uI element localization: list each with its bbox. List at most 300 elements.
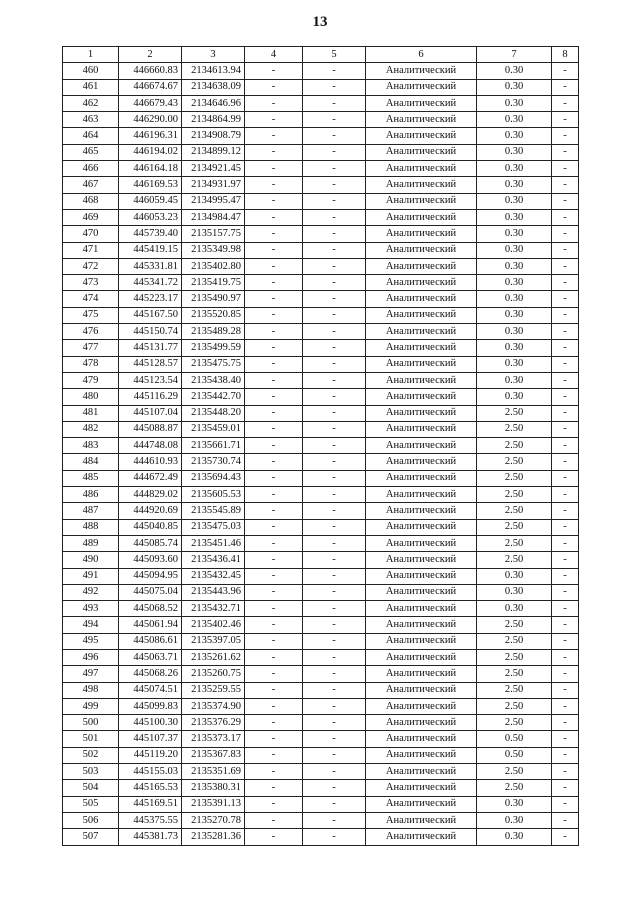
method-cell: Аналитический <box>366 128 477 144</box>
accuracy-cell: 0.50 <box>477 747 552 763</box>
y-coordinate-cell: 2135443.96 <box>182 584 245 600</box>
method-cell: Аналитический <box>366 503 477 519</box>
table-row <box>63 307 579 323</box>
col8-cell: - <box>552 601 579 617</box>
table-row <box>63 421 579 437</box>
col4-cell: - <box>245 715 303 731</box>
col4-cell: - <box>245 487 303 503</box>
col8-cell: - <box>552 764 579 780</box>
col5-cell: - <box>303 649 366 665</box>
point-number-cell: 460 <box>63 63 119 79</box>
col5-cell: - <box>303 112 366 128</box>
method-cell: Аналитический <box>366 747 477 763</box>
table-row <box>63 780 579 796</box>
col8-cell: - <box>552 421 579 437</box>
point-number-cell: 493 <box>63 601 119 617</box>
x-coordinate-cell: 444748.08 <box>119 438 182 454</box>
col4-cell: - <box>245 698 303 714</box>
point-number-cell: 500 <box>63 715 119 731</box>
column-header: 2 <box>119 47 182 63</box>
col5-cell: - <box>303 764 366 780</box>
point-number-cell: 503 <box>63 764 119 780</box>
method-cell: Аналитический <box>366 535 477 551</box>
x-coordinate-cell: 445085.74 <box>119 535 182 551</box>
col5-cell: - <box>303 698 366 714</box>
accuracy-cell: 0.30 <box>477 128 552 144</box>
accuracy-cell: 0.30 <box>477 601 552 617</box>
col5-cell: - <box>303 829 366 845</box>
x-coordinate-cell: 445381.73 <box>119 829 182 845</box>
y-coordinate-cell: 2134613.94 <box>182 63 245 79</box>
col4-cell: - <box>245 682 303 698</box>
table-row <box>63 209 579 225</box>
method-cell: Аналитический <box>366 552 477 568</box>
method-cell: Аналитический <box>366 144 477 160</box>
col8-cell: - <box>552 161 579 177</box>
method-cell: Аналитический <box>366 226 477 242</box>
table-row <box>63 829 579 845</box>
col4-cell: - <box>245 242 303 258</box>
point-number-cell: 486 <box>63 487 119 503</box>
table-row <box>63 633 579 649</box>
table-row <box>63 764 579 780</box>
col5-cell: - <box>303 438 366 454</box>
table-row <box>63 128 579 144</box>
accuracy-cell: 2.50 <box>477 633 552 649</box>
accuracy-cell: 0.30 <box>477 95 552 111</box>
method-cell: Аналитический <box>366 780 477 796</box>
table-row <box>63 79 579 95</box>
accuracy-cell: 0.30 <box>477 324 552 340</box>
column-header: 5 <box>303 47 366 63</box>
col5-cell: - <box>303 796 366 812</box>
accuracy-cell: 2.50 <box>477 698 552 714</box>
point-number-cell: 484 <box>63 454 119 470</box>
column-header: 1 <box>63 47 119 63</box>
col8-cell: - <box>552 95 579 111</box>
table-row <box>63 454 579 470</box>
table-row <box>63 161 579 177</box>
method-cell: Аналитический <box>366 242 477 258</box>
x-coordinate-cell: 445040.85 <box>119 519 182 535</box>
col4-cell: - <box>245 258 303 274</box>
col5-cell: - <box>303 601 366 617</box>
point-number-cell: 473 <box>63 275 119 291</box>
x-coordinate-cell: 445074.51 <box>119 682 182 698</box>
point-number-cell: 488 <box>63 519 119 535</box>
method-cell: Аналитический <box>366 584 477 600</box>
method-cell: Аналитический <box>366 161 477 177</box>
col5-cell: - <box>303 519 366 535</box>
y-coordinate-cell: 2135367.83 <box>182 747 245 763</box>
accuracy-cell: 2.50 <box>477 666 552 682</box>
point-number-cell: 470 <box>63 226 119 242</box>
table-row <box>63 324 579 340</box>
point-number-cell: 483 <box>63 438 119 454</box>
table-row <box>63 372 579 388</box>
col8-cell: - <box>552 780 579 796</box>
accuracy-cell: 2.50 <box>477 552 552 568</box>
accuracy-cell: 0.30 <box>477 796 552 812</box>
method-cell: Аналитический <box>366 307 477 323</box>
col5-cell: - <box>303 503 366 519</box>
col4-cell: - <box>245 747 303 763</box>
col4-cell: - <box>245 503 303 519</box>
point-number-cell: 477 <box>63 340 119 356</box>
col5-cell: - <box>303 454 366 470</box>
y-coordinate-cell: 2135448.20 <box>182 405 245 421</box>
y-coordinate-cell: 2135157.75 <box>182 226 245 242</box>
accuracy-cell: 2.50 <box>477 405 552 421</box>
x-coordinate-cell: 445068.52 <box>119 601 182 617</box>
point-number-cell: 461 <box>63 79 119 95</box>
x-coordinate-cell: 444829.02 <box>119 487 182 503</box>
table-row <box>63 356 579 372</box>
col4-cell: - <box>245 177 303 193</box>
col4-cell: - <box>245 95 303 111</box>
accuracy-cell: 0.30 <box>477 307 552 323</box>
accuracy-cell: 0.30 <box>477 356 552 372</box>
y-coordinate-cell: 2135402.46 <box>182 617 245 633</box>
col8-cell: - <box>552 405 579 421</box>
y-coordinate-cell: 2134864.99 <box>182 112 245 128</box>
y-coordinate-cell: 2134921.45 <box>182 161 245 177</box>
col8-cell: - <box>552 177 579 193</box>
col4-cell: - <box>245 438 303 454</box>
page-number: 13 <box>312 14 328 30</box>
y-coordinate-cell: 2135730.74 <box>182 454 245 470</box>
method-cell: Аналитический <box>366 209 477 225</box>
col5-cell: - <box>303 568 366 584</box>
point-number-cell: 478 <box>63 356 119 372</box>
col5-cell: - <box>303 812 366 828</box>
y-coordinate-cell: 2135380.31 <box>182 780 245 796</box>
point-number-cell: 467 <box>63 177 119 193</box>
col4-cell: - <box>245 764 303 780</box>
point-number-cell: 501 <box>63 731 119 747</box>
col8-cell: - <box>552 617 579 633</box>
col5-cell: - <box>303 356 366 372</box>
x-coordinate-cell: 446053.23 <box>119 209 182 225</box>
x-coordinate-cell: 446660.83 <box>119 63 182 79</box>
col4-cell: - <box>245 633 303 649</box>
col5-cell: - <box>303 682 366 698</box>
table-row <box>63 275 579 291</box>
table-row <box>63 519 579 535</box>
x-coordinate-cell: 446169.53 <box>119 177 182 193</box>
y-coordinate-cell: 2135391.13 <box>182 796 245 812</box>
col8-cell: - <box>552 209 579 225</box>
accuracy-cell: 0.30 <box>477 161 552 177</box>
point-number-cell: 502 <box>63 747 119 763</box>
col4-cell: - <box>245 470 303 486</box>
table-row <box>63 487 579 503</box>
method-cell: Аналитический <box>366 731 477 747</box>
table-row <box>63 258 579 274</box>
y-coordinate-cell: 2135419.75 <box>182 275 245 291</box>
col4-cell: - <box>245 112 303 128</box>
point-number-cell: 496 <box>63 649 119 665</box>
accuracy-cell: 0.30 <box>477 372 552 388</box>
accuracy-cell: 0.30 <box>477 242 552 258</box>
col5-cell: - <box>303 128 366 144</box>
method-cell: Аналитический <box>366 340 477 356</box>
column-header: 8 <box>552 47 579 63</box>
col8-cell: - <box>552 666 579 682</box>
col5-cell: - <box>303 617 366 633</box>
accuracy-cell: 2.50 <box>477 454 552 470</box>
y-coordinate-cell: 2135402.80 <box>182 258 245 274</box>
col8-cell: - <box>552 79 579 95</box>
x-coordinate-cell: 445375.55 <box>119 812 182 828</box>
accuracy-cell: 2.50 <box>477 715 552 731</box>
method-cell: Аналитический <box>366 421 477 437</box>
y-coordinate-cell: 2135490.97 <box>182 291 245 307</box>
x-coordinate-cell: 445223.17 <box>119 291 182 307</box>
col4-cell: - <box>245 568 303 584</box>
x-coordinate-cell: 445107.04 <box>119 405 182 421</box>
col5-cell: - <box>303 535 366 551</box>
col5-cell: - <box>303 584 366 600</box>
col5-cell: - <box>303 487 366 503</box>
point-number-cell: 485 <box>63 470 119 486</box>
col8-cell: - <box>552 812 579 828</box>
method-cell: Аналитический <box>366 715 477 731</box>
x-coordinate-cell: 445068.26 <box>119 666 182 682</box>
y-coordinate-cell: 2135432.45 <box>182 568 245 584</box>
col8-cell: - <box>552 584 579 600</box>
col8-cell: - <box>552 372 579 388</box>
col5-cell: - <box>303 421 366 437</box>
accuracy-cell: 2.50 <box>477 470 552 486</box>
col4-cell: - <box>245 356 303 372</box>
table-row <box>63 649 579 665</box>
table-row <box>63 144 579 160</box>
table-row <box>63 242 579 258</box>
x-coordinate-cell: 446290.00 <box>119 112 182 128</box>
accuracy-cell: 2.50 <box>477 535 552 551</box>
col4-cell: - <box>245 535 303 551</box>
point-number-cell: 482 <box>63 421 119 437</box>
y-coordinate-cell: 2135489.28 <box>182 324 245 340</box>
col8-cell: - <box>552 226 579 242</box>
table-row <box>63 340 579 356</box>
table-row <box>63 438 579 454</box>
accuracy-cell: 2.50 <box>477 682 552 698</box>
col8-cell: - <box>552 242 579 258</box>
method-cell: Аналитический <box>366 258 477 274</box>
accuracy-cell: 0.30 <box>477 177 552 193</box>
method-cell: Аналитический <box>366 372 477 388</box>
col8-cell: - <box>552 340 579 356</box>
y-coordinate-cell: 2135520.85 <box>182 307 245 323</box>
y-coordinate-cell: 2135475.75 <box>182 356 245 372</box>
y-coordinate-cell: 2135376.29 <box>182 715 245 731</box>
point-number-cell: 505 <box>63 796 119 812</box>
accuracy-cell: 2.50 <box>477 438 552 454</box>
y-coordinate-cell: 2135373.17 <box>182 731 245 747</box>
col8-cell: - <box>552 144 579 160</box>
col8-cell: - <box>552 470 579 486</box>
accuracy-cell: 2.50 <box>477 519 552 535</box>
table-row <box>63 682 579 698</box>
point-number-cell: 481 <box>63 405 119 421</box>
x-coordinate-cell: 445128.57 <box>119 356 182 372</box>
method-cell: Аналитический <box>366 519 477 535</box>
x-coordinate-cell: 446164.18 <box>119 161 182 177</box>
x-coordinate-cell: 445093.60 <box>119 552 182 568</box>
accuracy-cell: 0.30 <box>477 340 552 356</box>
col5-cell: - <box>303 79 366 95</box>
col5-cell: - <box>303 389 366 405</box>
col8-cell: - <box>552 258 579 274</box>
point-number-cell: 474 <box>63 291 119 307</box>
point-number-cell: 479 <box>63 372 119 388</box>
method-cell: Аналитический <box>366 79 477 95</box>
col5-cell: - <box>303 242 366 258</box>
col4-cell: - <box>245 340 303 356</box>
col8-cell: - <box>552 796 579 812</box>
method-cell: Аналитический <box>366 356 477 372</box>
table-row <box>63 747 579 763</box>
y-coordinate-cell: 2135442.70 <box>182 389 245 405</box>
col8-cell: - <box>552 829 579 845</box>
col4-cell: - <box>245 405 303 421</box>
accuracy-cell: 0.30 <box>477 63 552 79</box>
y-coordinate-cell: 2135351.69 <box>182 764 245 780</box>
column-header: 3 <box>182 47 245 63</box>
y-coordinate-cell: 2135349.98 <box>182 242 245 258</box>
x-coordinate-cell: 445150.74 <box>119 324 182 340</box>
col4-cell: - <box>245 372 303 388</box>
point-number-cell: 469 <box>63 209 119 225</box>
table-row <box>63 291 579 307</box>
point-number-cell: 507 <box>63 829 119 845</box>
col5-cell: - <box>303 633 366 649</box>
method-cell: Аналитический <box>366 275 477 291</box>
col4-cell: - <box>245 389 303 405</box>
y-coordinate-cell: 2135475.03 <box>182 519 245 535</box>
y-coordinate-cell: 2135259.55 <box>182 682 245 698</box>
col4-cell: - <box>245 79 303 95</box>
x-coordinate-cell: 445107.37 <box>119 731 182 747</box>
x-coordinate-cell: 445063.71 <box>119 649 182 665</box>
col5-cell: - <box>303 226 366 242</box>
col4-cell: - <box>245 209 303 225</box>
col8-cell: - <box>552 193 579 209</box>
col8-cell: - <box>552 535 579 551</box>
y-coordinate-cell: 2134984.47 <box>182 209 245 225</box>
table-row <box>63 470 579 486</box>
table-row <box>63 617 579 633</box>
accuracy-cell: 0.30 <box>477 209 552 225</box>
method-cell: Аналитический <box>366 698 477 714</box>
accuracy-cell: 2.50 <box>477 649 552 665</box>
x-coordinate-cell: 445131.77 <box>119 340 182 356</box>
x-coordinate-cell: 446059.45 <box>119 193 182 209</box>
point-number-cell: 499 <box>63 698 119 714</box>
method-cell: Аналитический <box>366 470 477 486</box>
x-coordinate-cell: 445341.72 <box>119 275 182 291</box>
point-number-cell: 480 <box>63 389 119 405</box>
col4-cell: - <box>245 193 303 209</box>
col8-cell: - <box>552 307 579 323</box>
col5-cell: - <box>303 307 366 323</box>
point-number-cell: 472 <box>63 258 119 274</box>
col8-cell: - <box>552 487 579 503</box>
col4-cell: - <box>245 812 303 828</box>
col4-cell: - <box>245 601 303 617</box>
method-cell: Аналитический <box>366 649 477 665</box>
accuracy-cell: 0.30 <box>477 79 552 95</box>
method-cell: Аналитический <box>366 177 477 193</box>
point-number-cell: 465 <box>63 144 119 160</box>
method-cell: Аналитический <box>366 487 477 503</box>
col5-cell: - <box>303 340 366 356</box>
col4-cell: - <box>245 275 303 291</box>
accuracy-cell: 0.30 <box>477 291 552 307</box>
col4-cell: - <box>245 421 303 437</box>
col5-cell: - <box>303 780 366 796</box>
method-cell: Аналитический <box>366 682 477 698</box>
col8-cell: - <box>552 698 579 714</box>
col8-cell: - <box>552 682 579 698</box>
column-header: 4 <box>245 47 303 63</box>
y-coordinate-cell: 2134646.96 <box>182 95 245 111</box>
method-cell: Аналитический <box>366 796 477 812</box>
col5-cell: - <box>303 372 366 388</box>
col5-cell: - <box>303 95 366 111</box>
method-cell: Аналитический <box>366 601 477 617</box>
y-coordinate-cell: 2135436.41 <box>182 552 245 568</box>
col4-cell: - <box>245 161 303 177</box>
col8-cell: - <box>552 112 579 128</box>
col4-cell: - <box>245 454 303 470</box>
accuracy-cell: 2.50 <box>477 780 552 796</box>
method-cell: Аналитический <box>366 438 477 454</box>
table-row <box>63 666 579 682</box>
method-cell: Аналитический <box>366 324 477 340</box>
col5-cell: - <box>303 63 366 79</box>
col8-cell: - <box>552 128 579 144</box>
method-cell: Аналитический <box>366 666 477 682</box>
y-coordinate-cell: 2134931.97 <box>182 177 245 193</box>
x-coordinate-cell: 445739.40 <box>119 226 182 242</box>
col5-cell: - <box>303 193 366 209</box>
col8-cell: - <box>552 275 579 291</box>
table-row <box>63 535 579 551</box>
col4-cell: - <box>245 226 303 242</box>
accuracy-cell: 2.50 <box>477 421 552 437</box>
x-coordinate-cell: 445419.15 <box>119 242 182 258</box>
table-row <box>63 503 579 519</box>
header-row <box>63 47 579 63</box>
y-coordinate-cell: 2134899.12 <box>182 144 245 160</box>
point-number-cell: 491 <box>63 568 119 584</box>
method-cell: Аналитический <box>366 63 477 79</box>
col5-cell: - <box>303 470 366 486</box>
column-header: 7 <box>477 47 552 63</box>
point-number-cell: 487 <box>63 503 119 519</box>
accuracy-cell: 0.30 <box>477 112 552 128</box>
method-cell: Аналитический <box>366 633 477 649</box>
col8-cell: - <box>552 715 579 731</box>
col8-cell: - <box>552 291 579 307</box>
point-number-cell: 494 <box>63 617 119 633</box>
x-coordinate-cell: 445331.81 <box>119 258 182 274</box>
col5-cell: - <box>303 715 366 731</box>
table-row <box>63 226 579 242</box>
